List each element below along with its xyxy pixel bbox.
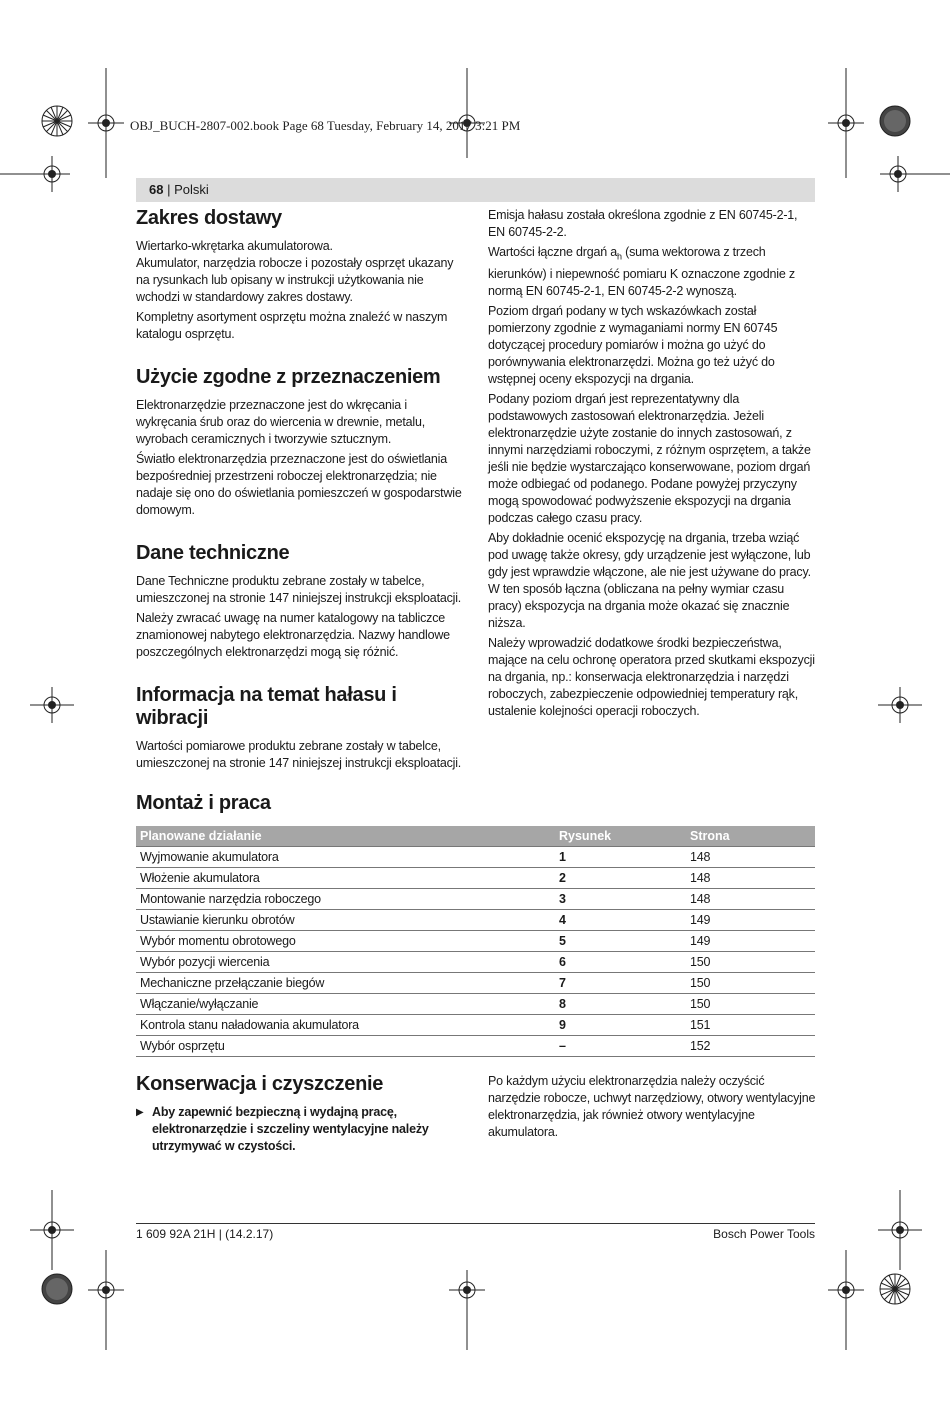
- right-column: [488, 207, 816, 723]
- dane-paragraph-2: Należy zwracać uwagę na numer katalogowy na tabliczce znamionowej nabytego elektronarzędzia. Nazwy handlowe poszczególnych elektronarzędzi mogą się różnić.: [136, 611, 450, 659]
- row-figure: 9: [555, 1015, 686, 1036]
- section-title-dane: Dane techniczne: [136, 542, 290, 564]
- footer-divider: [136, 1223, 815, 1224]
- safety-bullet-text: Aby zapewnić bezpieczną i wydajną pracę, elektronarzędzie i szczeliny wentylacyjne należy utrzymywać w czystości.: [152, 1105, 429, 1153]
- konserwacja-paragraph: Po każdym użyciu elektronarzędzia należy oczyścić narzędzie robocze, uchwyt narzędziowy, otwory wentylacyjne elektronarzędzia, jak również otwory wentylacyjne akumulatora.: [488, 1074, 816, 1139]
- operations-table: [136, 826, 815, 1057]
- row-figure: 8: [555, 994, 686, 1015]
- table-row: [136, 973, 815, 994]
- uzycie-paragraph-2: Światło elektronarzędzia przeznaczone jest do oświetlania bezpośredniej przestrzeni roboczej elektronarzędzia; nie nadaje się ono do oświetlania pomieszczeń w gospodarstwie domowym.: [136, 452, 462, 517]
- right-paragraph-1: Emisja hałasu została określona zgodnie z EN 60745-2-1, EN 60745-2-2.: [488, 208, 798, 239]
- registration-mark-bottom-right: [878, 1272, 912, 1306]
- right-paragraph-2: [488, 244, 816, 300]
- crosshair-mark-bottom-1: [88, 1250, 124, 1350]
- section-title-uzycie: Użycie zgodne z przeznaczeniem: [136, 366, 441, 388]
- row-figure: 2: [555, 868, 686, 889]
- crosshair-mark-right-bottom: [878, 1190, 922, 1270]
- crosshair-mark-top-2: [449, 68, 485, 158]
- crosshair-mark-left-middle: [30, 687, 74, 723]
- konserwacja-left: [136, 1073, 466, 1155]
- zakres-paragraph-2: Akumulator, narzędzia robocze i pozostały osprzęt ukazany na rysunkach lub opisany w instrukcji użytkowania nie wchodzi w standardowy zakres dostawy.: [136, 256, 454, 304]
- row-page: 150: [686, 994, 815, 1015]
- registration-mark-bottom-left: [40, 1272, 74, 1306]
- row-figure: –: [555, 1036, 686, 1057]
- crosshair-mark-right-top: [880, 156, 950, 192]
- p2-text-before: Wartości łączne drgań a: [488, 245, 618, 259]
- row-figure: 7: [555, 973, 686, 994]
- p2-subscript: h: [617, 251, 622, 262]
- zakres-paragraph-1: Wiertarko-wkrętarka akumulatorowa.: [136, 239, 333, 253]
- row-page: 148: [686, 868, 815, 889]
- right-paragraph-4: Podany poziom drgań jest reprezentatywny dla podstawowych zastosowań elektronarzędzia. Jeżeli elektronarzędzie użyte zostanie do innych zastosowań, z innymi narzędziami roboczymi, z różnym osprzętem, a także jeśli nie będzie wystarczająco konserwowane, poziom drgań może odbiegać od podanego. Podane powyżej przyczyny mogą spowodować podwyższenie ekspozycji na drgania podczas całego czasu pracy.: [488, 391, 811, 525]
- table-row: [136, 1015, 815, 1036]
- section-title-montaz: Montaż i praca: [136, 792, 271, 814]
- table-header-row: [136, 826, 815, 847]
- p2-text-after: (suma wektorowa z trzech kierunków) i niepewność pomiaru K oznaczone zgodnie z normą EN 60745-2-1, EN 60745-2-2 wynoszą.: [488, 245, 795, 298]
- right-paragraph-3: Poziom drgań podany w tych wskazówkach został pomierzony zgodnie z wymaganiami normy EN 60745 dotyczącej procedury pomiarów i można go użyć do porównywania elektronarzędzi. Można go też użyć do wstępnej oceny ekspozycji na drgania.: [488, 303, 778, 386]
- left-column: [136, 207, 464, 775]
- row-page: 149: [686, 931, 815, 952]
- konserwacja-right: [488, 1073, 816, 1144]
- row-figure: 3: [555, 889, 686, 910]
- row-action: Włożenie akumulatora: [136, 868, 555, 889]
- row-figure: 4: [555, 910, 686, 931]
- row-page: 149: [686, 910, 815, 931]
- crosshair-mark-bottom-3: [828, 1250, 864, 1350]
- row-page: 150: [686, 952, 815, 973]
- page-number: 68: [149, 182, 164, 197]
- row-action: Wybór osprzętu: [136, 1036, 555, 1057]
- row-action: Ustawianie kierunku obrotów: [136, 910, 555, 931]
- row-action: Kontrola stanu naładowania akumulatora: [136, 1015, 555, 1036]
- row-action: Mechaniczne przełączanie biegów: [136, 973, 555, 994]
- section-title-halas: Informacja na temat hałasu i wibracji: [136, 684, 397, 729]
- row-page: 148: [686, 889, 815, 910]
- row-action: Włączanie/wyłączanie: [136, 994, 555, 1015]
- crosshair-mark-right-middle: [878, 687, 922, 723]
- crosshair-mark-bottom-2: [449, 1270, 485, 1350]
- table-row: [136, 1036, 815, 1057]
- page-header-bar: [136, 178, 815, 202]
- row-action: Wybór momentu obrotowego: [136, 931, 555, 952]
- uzycie-paragraph-1: Elektronarzędzie przeznaczone jest do wkręcania i wykręcania śrub oraz do wiercenia w drewnie, metalu, wyrobach ceramicznych i tworzywie sztucznym.: [136, 398, 426, 446]
- table-row: [136, 994, 815, 1015]
- table-row: [136, 889, 815, 910]
- registration-mark-top-left: [40, 104, 74, 138]
- header-language: Polski: [174, 182, 209, 197]
- halas-paragraph-1: Wartości pomiarowe produktu zebrane zostały w tabelce, umieszczonej na stronie 147 niniejszej instrukcji eksploatacji.: [136, 739, 462, 770]
- row-figure: 5: [555, 931, 686, 952]
- table-header-figure: Rysunek: [555, 826, 686, 847]
- section-title-konserwacja: Konserwacja i czyszczenie: [136, 1073, 384, 1095]
- print-slug-line: OBJ_BUCH-2807-002.book Page 68 Tuesday, February 14, 2017 3:21 PM: [130, 118, 521, 133]
- row-page: 152: [686, 1036, 815, 1057]
- safety-bullet: [136, 1104, 466, 1155]
- zakres-paragraph-3: Kompletny asortyment osprzętu można znaleźć w naszym katalogu osprzętu.: [136, 310, 448, 341]
- right-paragraph-6: Należy wprowadzić dodatkowe środki bezpieczeństwa, mające na celu ochronę operatora przed skutkami ekspozycji na drgania, np.: konserwacja elektronarzędzia i narzędzi roboczych, zabezpieczenie odpowiedniej temperatury rąk, ustalenie kolejności operacji roboczych.: [488, 635, 815, 718]
- dane-paragraph-1: Dane Techniczne produktu zebrane zostały w tabelce, umieszczonej na stronie 147 niniejszej instrukcji eksploatacji.: [136, 574, 462, 605]
- footer-brand: Bosch Power Tools: [713, 1227, 815, 1241]
- header-separator: |: [167, 182, 171, 197]
- row-action: Wybór pozycji wiercenia: [136, 952, 555, 973]
- row-page: 148: [686, 847, 815, 868]
- crosshair-mark-top-3: [828, 68, 864, 178]
- table-body: [136, 847, 815, 1057]
- table-row: [136, 910, 815, 931]
- table-row: [136, 952, 815, 973]
- crosshair-mark-top-1: [88, 68, 124, 178]
- row-page: 150: [686, 973, 815, 994]
- table-header-action: Planowane działanie: [136, 826, 555, 847]
- crosshair-mark-left-top: [0, 156, 70, 192]
- table-row: [136, 868, 815, 889]
- section-title-zakres: Zakres dostawy: [136, 207, 282, 229]
- row-action: Montowanie narzędzia roboczego: [136, 889, 555, 910]
- row-action: Wyjmowanie akumulatora: [136, 847, 555, 868]
- row-figure: 6: [555, 952, 686, 973]
- table-header-page: Strona: [686, 826, 815, 847]
- row-figure: 1: [555, 847, 686, 868]
- row-page: 151: [686, 1015, 815, 1036]
- registration-mark-top-right: [878, 104, 912, 138]
- table-row: [136, 931, 815, 952]
- bullet-triangle-icon: ▶: [136, 1107, 144, 1118]
- table-row: [136, 847, 815, 868]
- crosshair-mark-left-bottom: [30, 1190, 74, 1270]
- right-paragraph-5: Aby dokładnie ocenić ekspozycję na drgania, trzeba wziąć pod uwagę także okresy, gdy urządzenie jest wyłączone, lub gdy jest wprawdzie włączone, ale nie jest używane do pracy. W ten sposób łączna (obliczana na pełny wymiar czasu pracy) ekspozycja na drgania może okazać się znacznie niższa.: [488, 530, 811, 630]
- footer-document-id: 1 609 92A 21H | (14.2.17): [136, 1227, 274, 1241]
